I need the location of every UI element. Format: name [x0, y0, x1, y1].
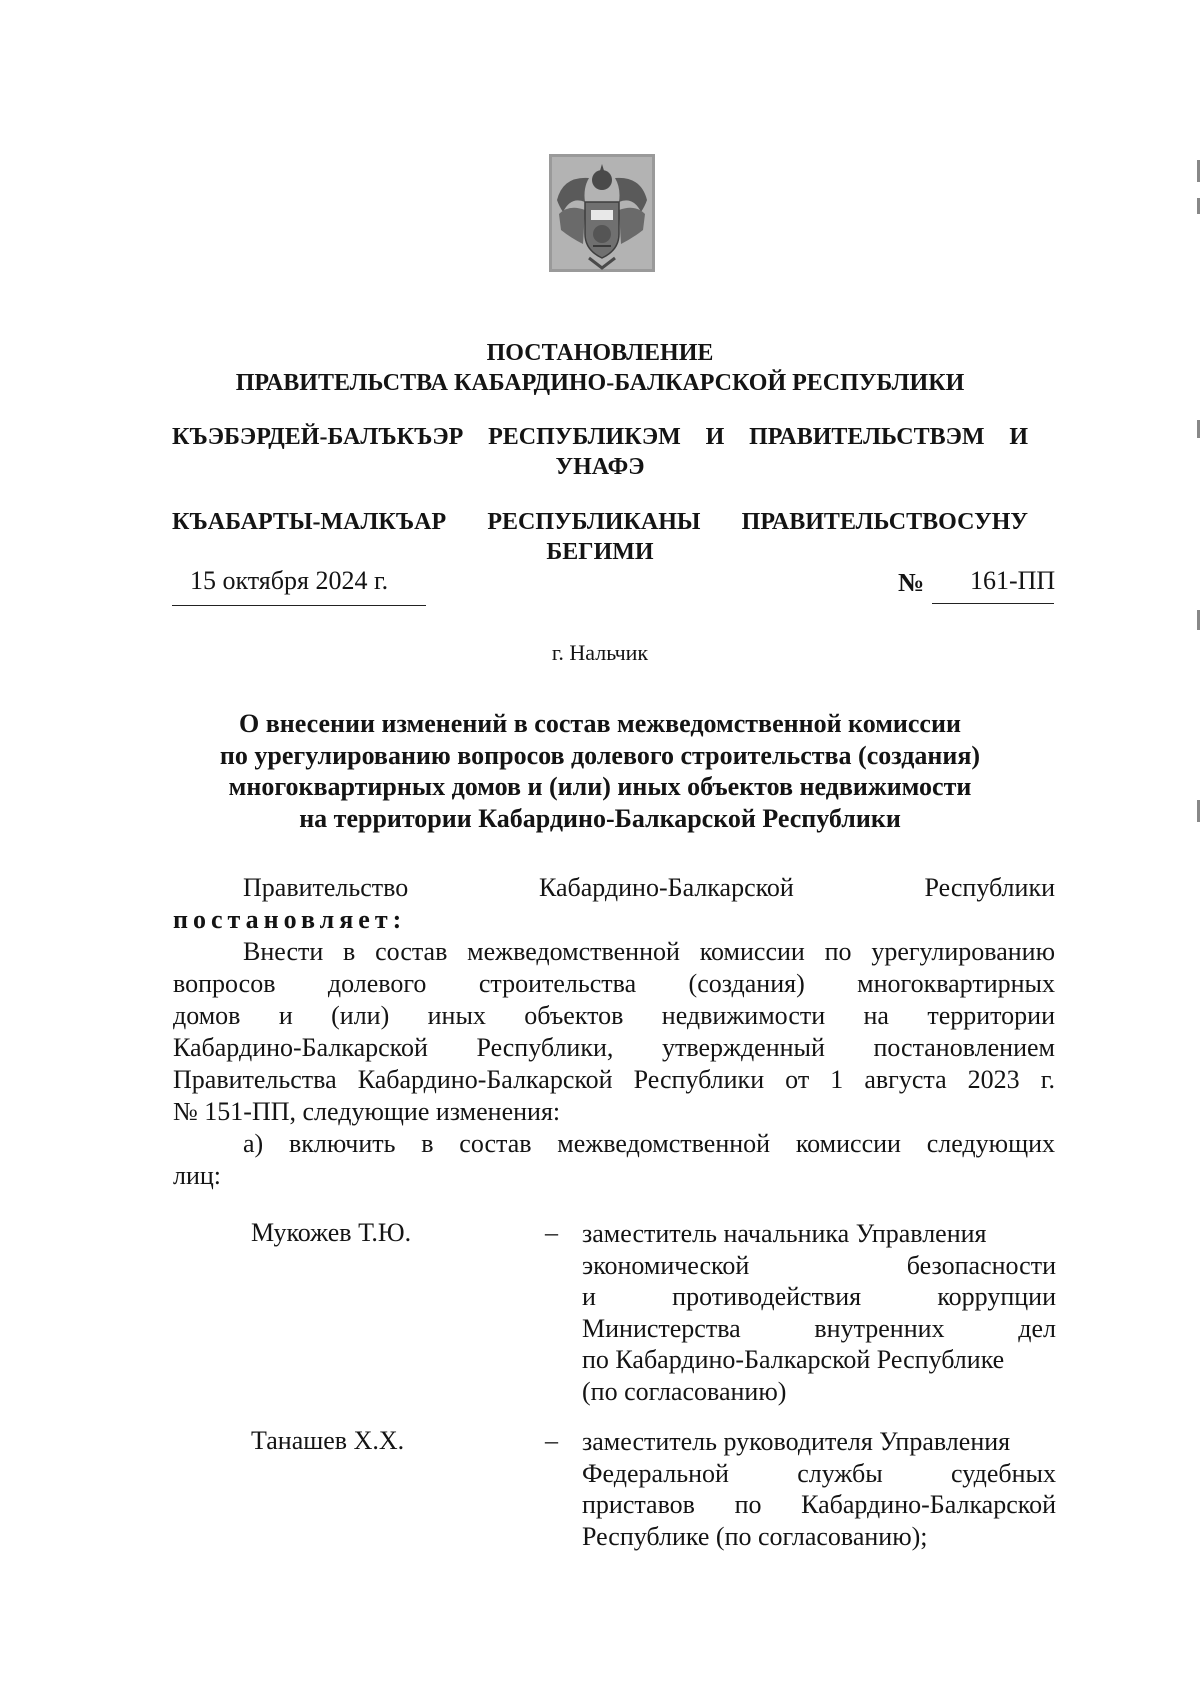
body-line: лиц: — [173, 1161, 222, 1190]
number-underline — [932, 603, 1054, 604]
decree-verb: постановляет: — [173, 905, 407, 934]
member-name: Танашев Х.Х. — [251, 1426, 405, 1455]
header-kabardian — [150, 422, 1050, 482]
member-position — [582, 1218, 1056, 1408]
body-paragraph-2 — [173, 936, 1055, 1128]
member-position — [582, 1426, 1056, 1552]
kbr-coat-of-arms-icon — [549, 154, 655, 272]
member-position-line: заместитель руководителя Управления — [582, 1427, 1011, 1456]
header-issuer: ПРАВИТЕЛЬСТВА КАБАРДИНО-БАЛКАРСКОЙ РЕСПУБЛИКИ — [235, 370, 965, 396]
title-line: многоквартирных домов и (или) иных объектов недвижимости — [228, 772, 972, 801]
member-position-line: заместитель начальника Управления — [582, 1219, 987, 1248]
member-name: Мукожев Т.Ю. — [251, 1218, 412, 1247]
date-text: 15 октября 2024 г. — [190, 566, 389, 595]
body-line: Кабардино-Балкарской Республики, утвержденный постановлением — [173, 1033, 1055, 1062]
member-dash: – — [545, 1218, 558, 1247]
body-paragraph-1 — [173, 872, 1055, 936]
member-position-line: и противодействия коррупции — [582, 1282, 1056, 1312]
header-balkar-line2: БЕГИМИ — [546, 539, 654, 565]
document-city: г. Нальчик — [551, 640, 649, 665]
header-balkar-line1: КЪАБАРТЫ-МАЛКЪАР РЕСПУБЛИКАНЫ ПРАВИТЕЛЬСТВОСУНУ — [172, 509, 1028, 535]
body-line: а) включить в состав межведомственной комиссии следующих — [243, 1129, 1055, 1158]
document-header — [150, 338, 1050, 398]
body-line: Внести в состав межведомственной комиссии по урегулированию — [243, 937, 1055, 966]
document-title — [160, 708, 1040, 834]
header-title: ПОСТАНОВЛЕНИЕ — [486, 340, 714, 366]
member-dash: – — [545, 1426, 558, 1455]
number-text: 161-ПП — [970, 566, 1056, 595]
title-line: на территории Кабардино-Балкарской Республики — [299, 803, 901, 833]
body-line: Правительство Кабардино-Балкарской Республики — [243, 873, 1055, 902]
body-line: Правительства Кабардино-Балкарской Республики от 1 августа 2023 г. — [173, 1065, 1055, 1094]
header-balkar — [150, 507, 1050, 567]
member-position-line: приставов по Кабардино-Балкарской — [582, 1490, 1056, 1520]
member-position-line: Федеральной службы судебных — [582, 1458, 1056, 1488]
title-line: по урегулированию вопросов долевого строительства (создания) — [219, 740, 981, 770]
header-kabardian-line1: КЪЭБЭРДЕЙ-БАЛЪКЪЭР РЕСПУБЛИКЭМ И ПРАВИТЕЛЬСТВЭМ И — [172, 424, 1028, 450]
body-line: домов и (или) иных объектов недвижимости на территории — [173, 1001, 1055, 1030]
title-line: О внесении изменений в состав межведомственной комиссии — [239, 709, 961, 738]
member-position-line: (по согласованию) — [582, 1376, 787, 1406]
member-position-line: экономической безопасности — [582, 1250, 1056, 1280]
number-sign: № — [898, 568, 925, 597]
body-line: № 151-ПП, следующие изменения: — [173, 1097, 561, 1126]
member-position-line: по Кабардино-Балкарской Республике — [582, 1345, 1005, 1375]
member-position-line: Республике (по согласованию); — [582, 1521, 928, 1551]
header-kabardian-line2: УНАФЭ — [555, 454, 645, 480]
body-paragraph-3 — [173, 1128, 1055, 1192]
member-position-line: Министерства внутренних дел — [582, 1313, 1056, 1343]
date-underline — [172, 605, 426, 606]
body-line: вопросов долевого строительства (создания) многоквартирных — [173, 969, 1055, 998]
